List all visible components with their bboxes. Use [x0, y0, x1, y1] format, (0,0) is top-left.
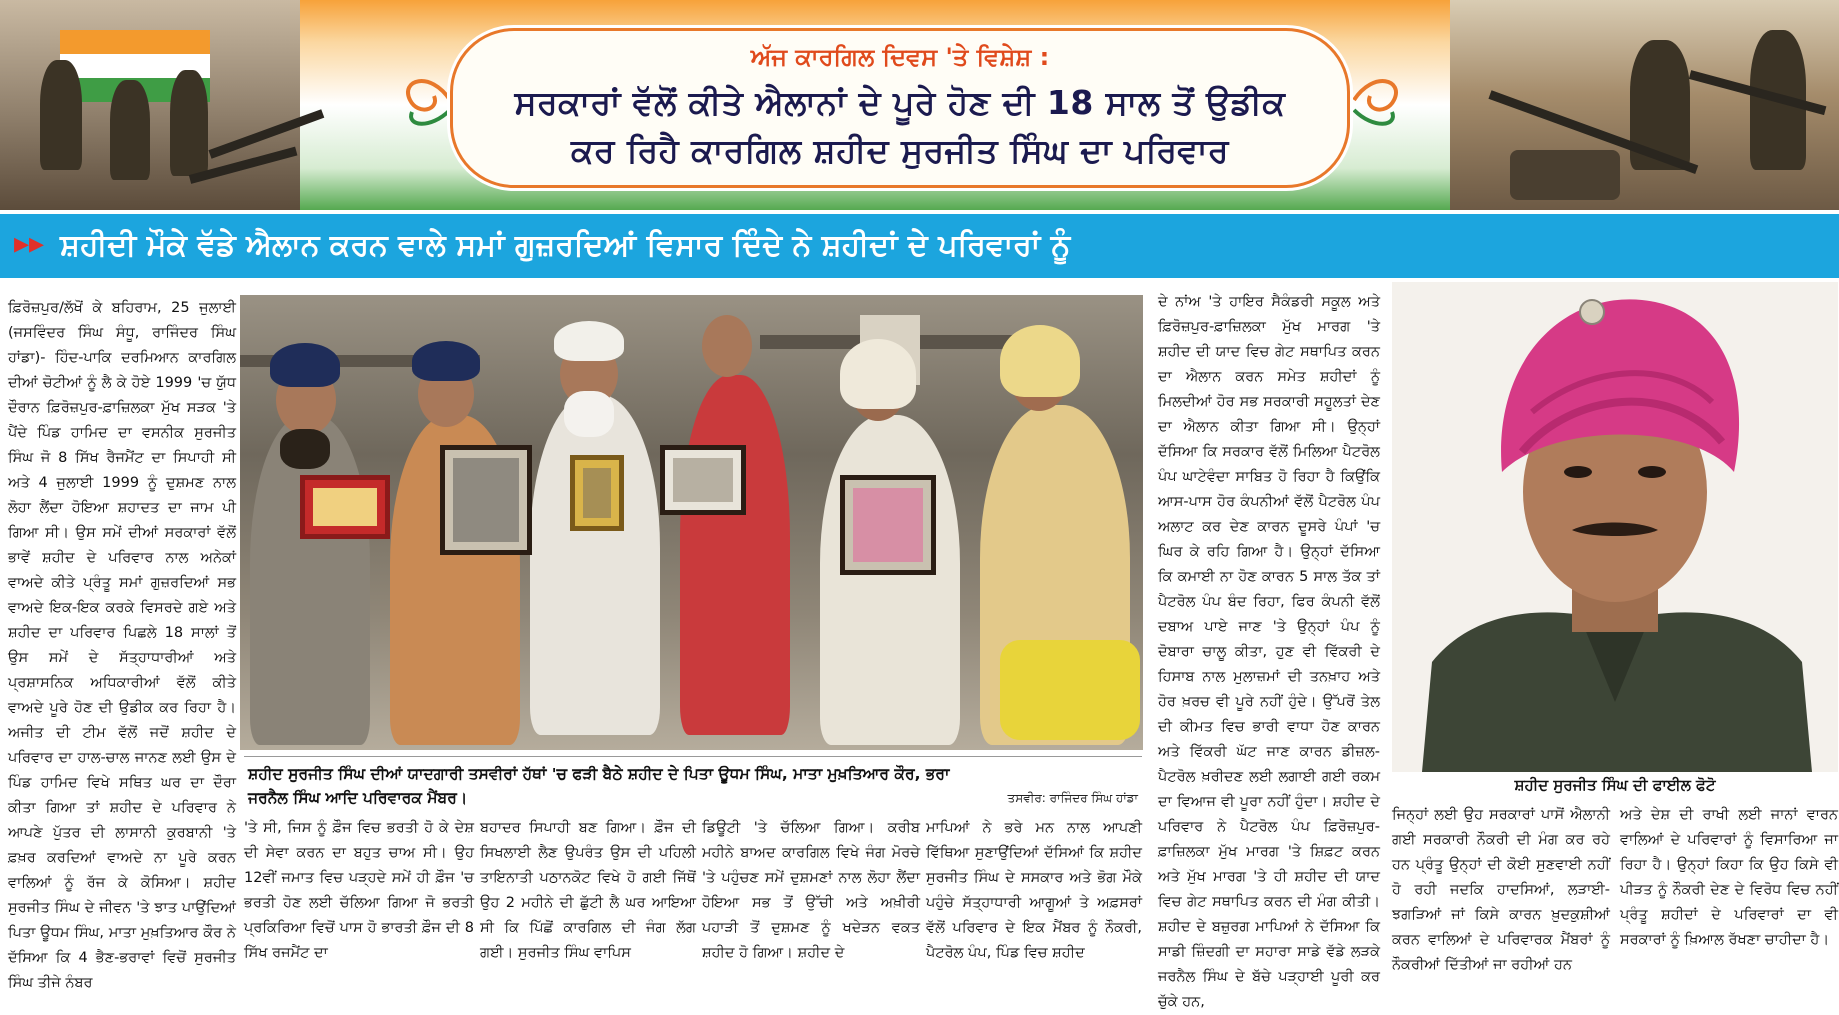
article-column-1: ਫ਼ਿਰੋਜ਼ਪੁਰ/ਲੱਖੋਂ ਕੇ ਬਹਿਰਾਮ, 25 ਜੁਲਾਈ (ਜਸਵਿੰਦਰ ਸਿੰਘ ਸੰਧੂ, ਰਾਜਿੰਦਰ ਸਿੰਘ ਹਾਂਡਾ)- ਹਿੰਦ-ਪਾਕਿ ਦਰਮਿਆਨ ਕਾਰਗਿਲ ਦੀਆਂ ਚੋਟੀਆਂ ਨੂੰ ਲੈ ਕੇ ਹੋਏ 1999 'ਚ ਯੁੱਧ ਦੌਰਾਨ ਫ਼ਿਰੋਜ਼ਪੁਰ-ਫ਼ਾਜ਼ਿਲਕਾ ਮੁੱਖ ਸੜਕ 'ਤੇ ਪੈਂਦੇ ਪਿੰਡ ਹਾਮਿਦ ਦਾ ਵਸਨੀਕ ਸੁਰਜੀਤ ਸਿੰਘ ਜੋ 8 ਸਿੱਖ ਰੈਜਮੈਂਟ ਦਾ ਸਿਪਾਹੀ ਸੀ ਅਤੇ 4 ਜੁਲਾਈ 1999 ਨੂੰ ਦੁਸ਼ਮਣ ਨਾਲ ਲੋਹਾ ਲੈਂਦਾ ਹੋਇਆ ਸ਼ਹਾਦਤ ਦਾ ਜਾਮ ਪੀ ਗਿਆ ਸੀ। ਉਸ ਸਮੇਂ ਦੀਆਂ ਸਰਕਾਰਾਂ ਵੱਲੋਂ ਭਾਵੇਂ ਸ਼ਹੀਦ ਦੇ ਪਰਿਵਾਰ ਨਾਲ ਅਨੇਕਾਂ ਵਾਅਦੇ ਕੀਤੇ ਪ੍ਰੰਤੂ ਸਮਾਂ ਗੁਜ਼ਰਦਿਆਂ ਸਭ ਵਾਅਦੇ ਇਕ-ਇਕ ਕਰਕੇ ਵਿਸਰਦੇ ਗਏ ਅਤੇ ਸ਼ਹੀਦ ਦਾ ਪਰਿਵਾਰ ਪਿਛਲੇ 18 ਸਾਲਾਂ ਤੋਂ ਉਸ ਸਮੇਂ ਦੇ ਸੱਤ੍ਹਾਧਾਰੀਆਂ ਅਤੇ ਪ੍ਰਸ਼ਾਸਨਿਕ ਅਧਿਕਾਰੀਆਂ ਵੱਲੋਂ ਕੀਤੇ ਵਾਅਦੇ ਪੂਰੇ ਹੋਣ ਦੀ ਉਡੀਕ ਕਰ ਰਿਹਾ ਹੈ। ਅਜੀਤ ਦੀ ਟੀਮ ਵੱਲੋਂ ਜਦੋਂ ਸ਼ਹੀਦ ਦੇ ਪਰਿਵਾਰ ਦਾ ਹਾਲ-ਚਾਲ ਜਾਨਣ ਲਈ ਉਸ ਦੇ ਪਿੰਡ ਹਾਮਿਦ ਵਿਖੇ ਸਥਿਤ ਘਰ ਦਾ ਦੌਰਾ ਕੀਤਾ ਗਿਆ ਤਾਂ ਸ਼ਹੀਦ ਦੇ ਪਰਿਵਾਰ ਨੇ ਆਪਣੇ ਪੁੱਤਰ ਦੀ ਲਾਸਾਨੀ ਕੁਰਬਾਨੀ 'ਤੇ ਫ਼ਖ਼ਰ ਕਰਦਿਆਂ ਵਾਅਦੇ ਨਾ ਪੂਰੇ ਕਰਨ ਵਾਲਿਆਂ ਨੂੰ ਰੱਜ ਕੇ ਕੋਸਿਆ। ਸ਼ਹੀਦ ਸੁਰਜੀਤ ਸਿੰਘ ਦੇ ਜੀਵਨ 'ਤੇ ਝਾਤ ਪਾਉਂਦਿਆਂ ਪਿਤਾ ਊਧਮ ਸਿੰਘ, ਮਾਤਾ ਮੁਖ਼ਤਿਆਰ ਕੌਰ ਨੇ ਦੱਸਿਆ ਕਿ 4 ਭੈਣ-ਭਰਾਵਾਂ ਵਿਚੋਂ ਸੁਰਜੀਤ ਸਿੰਘ ਤੀਜੇ ਨੰਬਰ [8, 300, 236, 991]
martyr-portrait-photo [1392, 282, 1838, 772]
kargil-scene-left-image [0, 0, 300, 210]
kicker: ਅੱਜ ਕਾਰਗਿਲ ਦਿਵਸ 'ਤੇ ਵਿਸ਼ੇਸ਼ : [750, 43, 1050, 71]
photo-caption [244, 756, 1142, 812]
family-photo [240, 295, 1143, 750]
headline-line-2: ਕਰ ਰਿਹੈ ਕਾਰਗਿਲ ਸ਼ਹੀਦ ਸੁਰਜੀਤ ਸਿੰਘ ਦਾ ਪਰਿਵਾਰ [571, 131, 1229, 170]
portrait-caption: ਸ਼ਹੀਦ ਸੁਰਜੀਤ ਸਿੰਘ ਦੀ ਫਾਈਲ ਫੋਟੋ [1514, 776, 1716, 794]
article-column-3: ਬਹਾਦਰ ਸਿਪਾਹੀ ਬਣ ਗਿਆ। ਫ਼ੌਜ ਦੀ ਸਿਖਲਾਈ ਲੈਣ ਉਪਰੰਤ ਉਸ ਦੀ ਪਹਿਲੀ ਤਾਇਨਾਤੀ ਪਠਾਨਕੋਟ ਵਿਖੇ ਹੋ ਗਈ ਜਿੱਥੋਂ ਉਹ 2 ਮਹੀਨੇ ਦੀ ਛੁੱਟੀ ਲੈ ਘਰ ਆਇਆ ਸੀ ਕਿ ਪਿੱਛੋਂ ਕਾਰਗਿਲ ਦੀ ਜੰਗ ਲੱਗ ਗਈ। ਸੁਰਜੀਤ ਸਿੰਘ ਵਾਪਿਸ [480, 820, 696, 961]
header-banner [0, 0, 1839, 210]
swirl-ornament-icon [1350, 60, 1414, 140]
article-column-4: ਡਿਊਟੀ 'ਤੇ ਚੱਲਿਆ ਗਿਆ। ਕਰੀਬ ਮਹੀਨੇ ਬਾਅਦ ਕਾਰਗਿਲ ਵਿਖੇ ਜੰਗ ਮੋਰਚੇ 'ਤੇ ਪਹੁੰਚਣ ਸਮੇਂ ਦੁਸ਼ਮਣਾਂ ਨਾਲ ਲੋਹਾ ਲੈਂਦਾ ਹੋਇਆ ਸਭ ਤੋਂ ਉੱਚੀ ਅਤੇ ਅਖ਼ੀਰੀ ਪਹਾੜੀ ਤੋਂ ਦੁਸ਼ਮਣ ਨੂੰ ਖਦੇੜਨ ਵਕਤ ਸ਼ਹੀਦ ਹੋ ਗਿਆ। ਸ਼ਹੀਦ ਦੇ [702, 820, 920, 961]
article-column-2: 'ਤੇ ਸੀ, ਜਿਸ ਨੂੰ ਫ਼ੌਜ ਵਿਚ ਭਰਤੀ ਹੋ ਕੇ ਦੇਸ਼ ਦੀ ਸੇਵਾ ਕਰਨ ਦਾ ਬਹੁਤ ਚਾਅ ਸੀ। ਉਹ 12ਵੀਂ ਜਮਾਤ ਵਿਚ ਪੜ੍ਹਦੇ ਸਮੇਂ ਹੀ ਫ਼ੌਜ 'ਚ ਭਰਤੀ ਹੋਣ ਲਈ ਚੱਲਿਆ ਗਿਆ ਜੋ ਭਰਤੀ ਪ੍ਰਕਿਰਿਆ ਵਿਚੋਂ ਪਾਸ ਹੋ ਭਾਰਤੀ ਫ਼ੌਜ ਦੀ 8 ਸਿੱਖ ਰਜਮੈਂਟ ਦਾ [244, 820, 474, 961]
headline-box [450, 28, 1350, 188]
swirl-ornament-icon [390, 60, 454, 140]
kargil-scene-right-image [1450, 0, 1839, 210]
subheadline: ਸ਼ਹੀਦੀ ਮੌਕੇ ਵੱਡੇ ਐਲਾਨ ਕਰਨ ਵਾਲੇ ਸਮਾਂ ਗੁਜ਼ਰਦਿਆਂ ਵਿਸਾਰ ਦਿੰਦੇ ਨੇ ਸ਼ਹੀਦਾਂ ਦੇ ਪਰਿਵਾਰਾਂ ਨੂੰ [60, 228, 1071, 263]
article-column-8: ਅਤੇ ਦੇਸ਼ ਦੀ ਰਾਖੀ ਲਈ ਜਾਨਾਂ ਵਾਰਨ ਵਾਲਿਆਂ ਦੇ ਪਰਿਵਾਰਾਂ ਨੂੰ ਵਿਸਾਰਿਆ ਜਾ ਰਿਹਾ ਹੈ। ਉਨ੍ਹਾਂ ਕਿਹਾ ਕਿ ਉਹ ਕਿਸੇ ਵੀ ਪੀੜਤ ਨੂੰ ਨੌਕਰੀ ਦੇਣ ਦੇ ਵਿਰੋਧ ਵਿਚ ਨਹੀਂ ਪ੍ਰੰਤੂ ਸ਼ਹੀਦਾਂ ਦੇ ਪਰਿਵਾਰਾਂ ਦਾ ਵੀ ਸਰਕਾਰਾਂ ਨੂੰ ਖ਼ਿਆਲ ਰੱਖਣਾ ਚਾਹੀਦਾ ਹੈ। [1620, 807, 1838, 948]
article-column-5: ਮਾਪਿਆਂ ਨੇ ਭਰੇ ਮਨ ਨਾਲ ਆਪਣੀ ਵਿੱਥਿਆ ਸੁਣਾਉਂਦਿਆਂ ਦੱਸਿਆਂ ਕਿ ਸ਼ਹੀਦ ਸੁਰਜੀਤ ਸਿੰਘ ਦੇ ਸਸਕਾਰ ਅਤੇ ਭੋਗ ਮੌਕੇ ਪਹੁੰਚੇ ਸੱਤ੍ਹਾਧਾਰੀ ਆਗੂਆਂ ਤੇ ਅਫ਼ਸਰਾਂ ਵੱਲੋਂ ਪਰਿਵਾਰ ਦੇ ਇਕ ਮੈਂਬਰ ਨੂੰ ਨੌਕਰੀ, ਪੈਟਰੋਲ ਪੰਪ, ਪਿੰਡ ਵਿਚ ਸ਼ਹੀਦ [926, 820, 1142, 961]
subheadline-bar [0, 214, 1839, 278]
article-column-6: ਦੇ ਨਾਂਅ 'ਤੇ ਹਾਇਰ ਸੈਕੰਡਰੀ ਸਕੂਲ ਅਤੇ ਫ਼ਿਰੋਜ਼ਪੁਰ-ਫ਼ਾਜ਼ਿਲਕਾ ਮੁੱਖ ਮਾਰਗ 'ਤੇ ਸ਼ਹੀਦ ਦੀ ਯਾਦ ਵਿਚ ਗੇਟ ਸਥਾਪਿਤ ਕਰਨ ਦਾ ਐਲਾਨ ਕਰਨ ਸਮੇਤ ਸ਼ਹੀਦਾਂ ਨੂੰ ਮਿਲਦੀਆਂ ਹੋਰ ਸਭ ਸਰਕਾਰੀ ਸਹੂਲਤਾਂ ਦੇਣ ਦਾ ਐਲਾਨ ਕੀਤਾ ਗਿਆ ਸੀ। ਉਨ੍ਹਾਂ ਦੱਸਿਆ ਕਿ ਸਰਕਾਰ ਵੱਲੋਂ ਮਿਲਿਆ ਪੈਟਰੋਲ ਪੰਪ ਘਾਟੇਵੰਦਾ ਸਾਬਿਤ ਹੋ ਰਿਹਾ ਹੈ ਕਿਉਂਕਿ ਆਸ-ਪਾਸ ਹੋਰ ਕੰਪਨੀਆਂ ਵੱਲੋਂ ਪੈਟਰੋਲ ਪੰਪ ਅਲਾਟ ਕਰ ਦੇਣ ਕਾਰਨ ਦੂਸਰੇ ਪੰਪਾਂ 'ਚ ਘਿਰ ਕੇ ਰਹਿ ਗਿਆ ਹੈ। ਉਨ੍ਹਾਂ ਦੱਸਿਆ ਕਿ ਕਮਾਈ ਨਾ ਹੋਣ ਕਾਰਨ 5 ਸਾਲ ਤੱਕ ਤਾਂ ਪੈਟਰੋਲ ਪੰਪ ਬੰਦ ਰਿਹਾ, ਫਿਰ ਕੰਪਨੀ ਵੱਲੋਂ ਦਬਾਅ ਪਾਏ ਜਾਣ 'ਤੇ ਉਨ੍ਹਾਂ ਪੰਪ ਨੂੰ ਦੋਬਾਰਾ ਚਾਲੂ ਕੀਤਾ, ਹੁਣ ਵੀ ਵਿੱਕਰੀ ਦੇ ਹਿਸਾਬ ਨਾਲ ਮੁਲਾਜ਼ਮਾਂ ਦੀ ਤਨਖ਼ਾਹ ਅਤੇ ਹੋਰ ਖ਼ਰਚ ਵੀ ਪੂਰੇ ਨਹੀਂ ਹੁੰਦੇ। ਉੱਪਰੋਂ ਤੇਲ ਦੀ ਕੀਮਤ ਵਿਚ ਭਾਰੀ ਵਾਧਾ ਹੋਣ ਕਾਰਨ ਅਤੇ ਵਿੱਕਰੀ ਘੱਟ ਜਾਣ ਕਾਰਨ ਡੀਜ਼ਲ-ਪੈਟਰੋਲ ਖ਼ਰੀਦਣ ਲਈ ਲਗਾਈ ਗਈ ਰਕਮ ਦਾ ਵਿਆਜ ਵੀ ਪੂਰਾ ਨਹੀਂ ਹੁੰਦਾ। ਸ਼ਹੀਦ ਦੇ ਪਰਿਵਾਰ ਨੇ ਪੈਟਰੋਲ ਪੰਪ ਫ਼ਿਰੋਜ਼ਪੁਰ-ਫ਼ਾਜ਼ਿਲਕਾ ਮੁੱਖ ਮਾਰਗ 'ਤੇ ਸ਼ਿਫ਼ਟ ਕਰਨ ਅਤੇ ਮੁੱਖ ਮਾਰਗ 'ਤੇ ਹੀ ਸ਼ਹੀਦ ਦੀ ਯਾਦ ਵਿਚ ਗੇਟ ਸਥਾਪਿਤ ਕਰਨ ਦੀ ਮੰਗ ਕੀਤੀ। ਸ਼ਹੀਦ ਦੇ ਬਜ਼ੁਰਗ ਮਾਪਿਆਂ ਨੇ ਦੱਸਿਆ ਕਿ ਸਾਡੀ ਜ਼ਿੰਦਗੀ ਦਾ ਸਹਾਰਾ ਸਾਡੇ ਵੱਡੇ ਲੜਕੇ ਜਰਨੈਲ ਸਿੰਘ ਦੇ ਬੱਚੇ ਪੜ੍ਹਾਈ ਪੂਰੀ ਕਰ ਚੁੱਕੇ ਹਨ, [1158, 294, 1380, 1010]
article-column-7: ਜਿਨ੍ਹਾਂ ਲਈ ਉਹ ਸਰਕਾਰਾਂ ਪਾਸੋਂ ਐਲਾਨੀ ਗਈ ਸਰਕਾਰੀ ਨੌਕਰੀ ਦੀ ਮੰਗ ਕਰ ਰਹੇ ਹਨ ਪ੍ਰੰਤੂ ਉਨ੍ਹਾਂ ਦੀ ਕੋਈ ਸੁਣਵਾਈ ਨਹੀਂ ਹੋ ਰਹੀ ਜਦਕਿ ਹਾਦਸਿਆਂ, ਲੜਾਈ-ਝਗੜਿਆਂ ਜਾਂ ਕਿਸੇ ਕਾਰਨ ਖ਼ੁਦਕੁਸ਼ੀਆਂ ਕਰਨ ਵਾਲਿਆਂ ਦੇ ਪਰਿਵਾਰਕ ਮੈਂਬਰਾਂ ਨੂੰ ਨੌਕਰੀਆਂ ਦਿੱਤੀਆਂ ਜਾ ਰਹੀਆਂ ਹਨ [1392, 807, 1610, 973]
photo-credit: ਤਸਵੀਰ: ਰਾਜਿੰਦਰ ਸਿੰਘ ਹਾਂਡਾ [1007, 791, 1138, 805]
caption-line-1: ਸ਼ਹੀਦ ਸੁਰਜੀਤ ਸਿੰਘ ਦੀਆਂ ਯਾਦਗਾਰੀ ਤਸਵੀਰਾਂ ਹੱਥਾਂ 'ਚ ਫੜੀ ਬੈਠੇ ਸ਼ਹੀਦ ਦੇ ਪਿਤਾ ਊਧਮ ਸਿੰਘ, ਮਾਤਾ ਮੁਖ਼ਤਿਆਰ ਕੌਰ, ਭਰਾ [248, 765, 950, 783]
portrait-drawing [1392, 282, 1838, 772]
double-arrow-icon: ▸▸ [14, 226, 45, 261]
caption-line-2: ਜਰਨੈਲ ਸਿੰਘ ਆਦਿ ਪਰਿਵਾਰਕ ਮੈਂਬਰ। [248, 789, 468, 807]
headline-line-1: ਸਰਕਾਰਾਂ ਵੱਲੋਂ ਕੀਤੇ ਐਲਾਨਾਂ ਦੇ ਪੂਰੇ ਹੋਣ ਦੀ 18 ਸਾਲ ਤੋਂ ਉਡੀਕ [514, 83, 1286, 122]
